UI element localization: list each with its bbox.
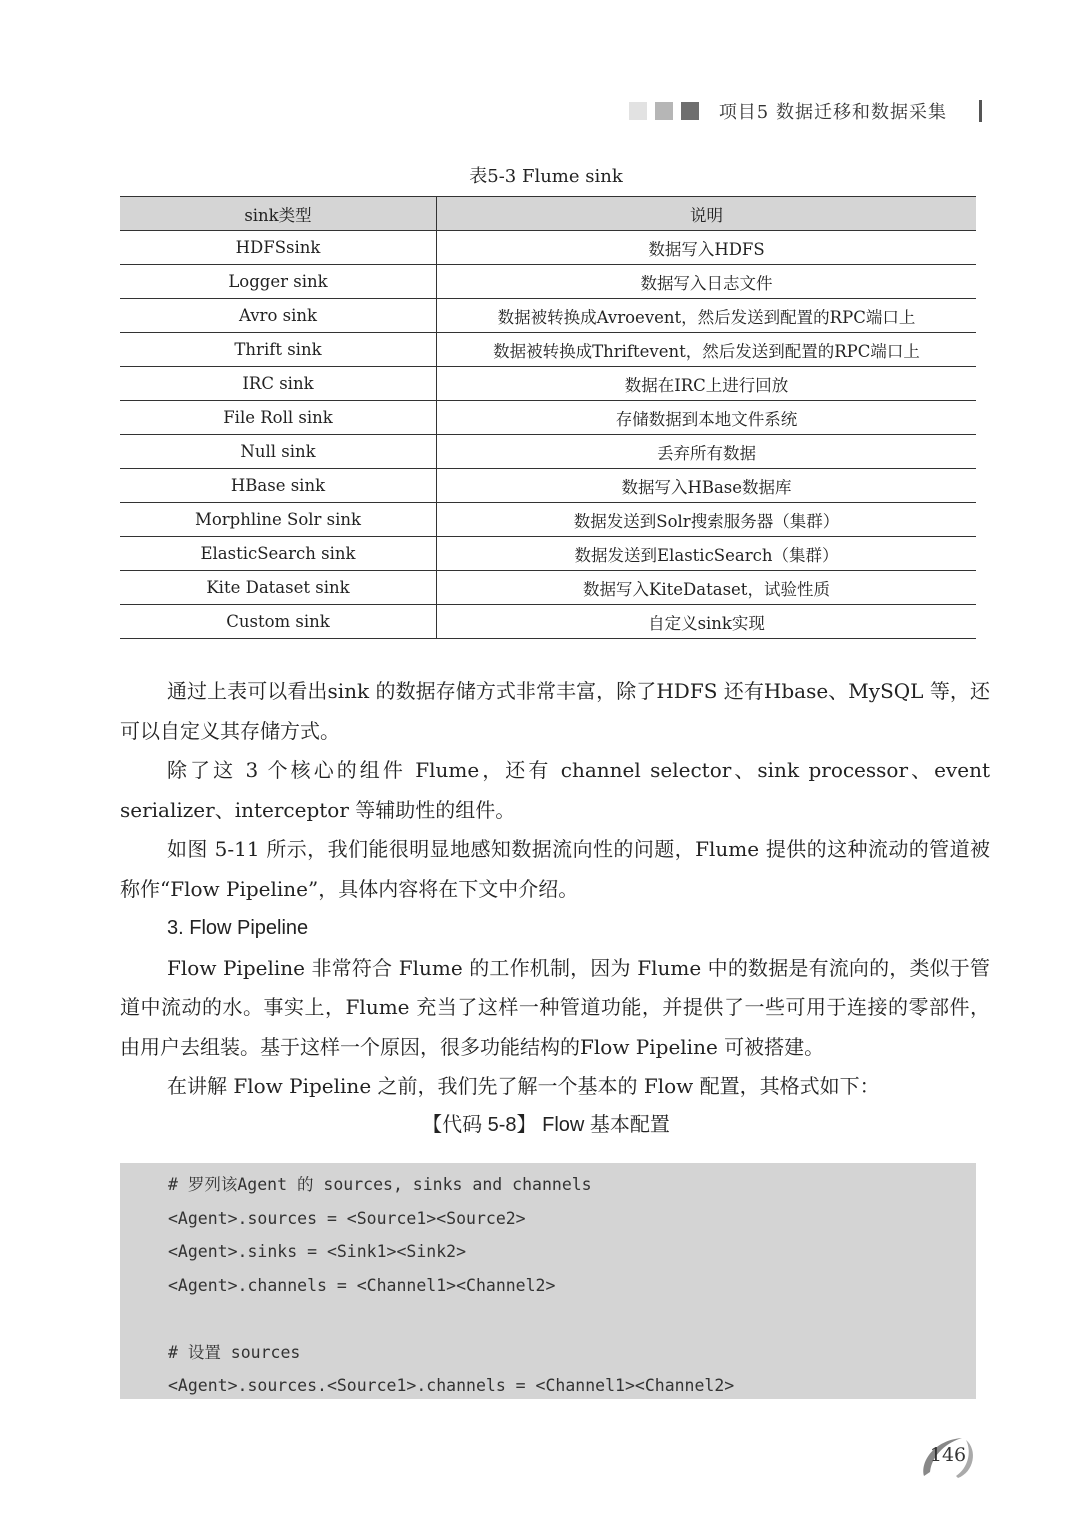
sink-type-cell: IRC sink bbox=[120, 367, 437, 401]
table-row bbox=[120, 367, 976, 401]
column-header-description: 说明 bbox=[437, 197, 977, 231]
body-text bbox=[120, 672, 990, 1107]
sink-type-cell: Morphline Solr sink bbox=[120, 503, 437, 537]
code-line bbox=[168, 1302, 976, 1336]
table-row bbox=[120, 333, 976, 367]
header-bar bbox=[979, 100, 982, 122]
table-row bbox=[120, 571, 976, 605]
page-number-label: 146 bbox=[929, 1444, 967, 1466]
table-row bbox=[120, 469, 976, 503]
running-header bbox=[629, 96, 982, 126]
description-cell: 数据写入日志文件 bbox=[437, 265, 977, 299]
description-cell: 数据被转换成Thriftevent，然后发送到配置的RPC端口上 bbox=[437, 333, 977, 367]
table-row bbox=[120, 537, 976, 571]
chapter-title: 项目5 数据迁移和数据采集 bbox=[718, 102, 947, 123]
table-caption: 表5-3 Flume sink bbox=[469, 166, 623, 187]
code-block bbox=[120, 1163, 976, 1399]
sink-type-cell: File Roll sink bbox=[120, 401, 437, 435]
table-row bbox=[120, 265, 976, 299]
header-square-light bbox=[629, 102, 647, 120]
table-row bbox=[120, 401, 976, 435]
table-row bbox=[120, 605, 976, 639]
code-line: <Agent>.sinks = <Sink1><Sink2> bbox=[168, 1242, 467, 1261]
description-cell: 丢弃所有数据 bbox=[437, 435, 977, 469]
code-line: <Agent>.sources = <Source1><Source2> bbox=[168, 1208, 526, 1228]
column-header-sink-type: sink类型 bbox=[120, 197, 437, 231]
description-cell: 数据被转换成Avroevent，然后发送到配置的RPC端口上 bbox=[437, 299, 977, 333]
description-cell: 数据写入HBase数据库 bbox=[437, 469, 977, 503]
sink-type-cell: Avro sink bbox=[120, 299, 437, 333]
sink-type-cell: Logger sink bbox=[120, 265, 437, 299]
paragraph-auxiliary-components: 除了这 3 个核心的组件 Flume，还有 channel selector、sink processor、event serializer、interceptor 等辅助性的组件。 bbox=[120, 758, 990, 822]
code-line: # 设置 sources bbox=[168, 1342, 301, 1362]
description-cell: 数据写入HDFS bbox=[437, 231, 977, 265]
table-row bbox=[120, 503, 976, 537]
paragraph-sink-storage: 通过上表可以看出sink 的数据存储方式非常丰富，除了HDFS 还有Hbase、MySQL 等，还可以自定义其存储方式。 bbox=[120, 679, 990, 743]
page-number bbox=[918, 1436, 978, 1480]
table-row bbox=[120, 435, 976, 469]
code-caption: 【代码 5-8】 Flow 基本配置 bbox=[422, 1114, 670, 1136]
description-cell: 数据写入KiteDataset，试验性质 bbox=[437, 571, 977, 605]
sink-type-cell: HBase sink bbox=[120, 469, 437, 503]
sink-type-cell: Null sink bbox=[120, 435, 437, 469]
section-heading: 3. Flow Pipeline bbox=[167, 917, 309, 939]
paragraph-flow-config-intro: 在讲解 Flow Pipeline 之前，我们先了解一个基本的 Flow 配置，其格式如下： bbox=[167, 1074, 880, 1098]
header-square-dark bbox=[681, 102, 699, 120]
paragraph-flow-pipeline-description: Flow Pipeline 非常符合 Flume 的工作机制，因为 Flume 中的数据是有流向的，类似于管道中流动的水。事实上，Flume 充当了这样一种管道功能，并提供了一些可用于连接的零部件，由用户去组装。基于这样一个原因，很多功能结构的Flow Pipeline 可被搭建。 bbox=[120, 955, 990, 1059]
sink-type-cell: ElasticSearch sink bbox=[120, 537, 437, 571]
paragraph-flow-pipeline-intro: 如图 5-11 所示，我们能很明显地感知数据流向性的问题，Flume 提供的这种流动的管道被称作“Flow Pipeline”，具体内容将在下文中介绍。 bbox=[120, 837, 990, 901]
code-line: <Agent>.channels = <Channel1><Channel2> bbox=[168, 1275, 556, 1295]
code-line: <Agent>.sources.<Source1>.channels = <Channel1><Channel2> bbox=[168, 1376, 735, 1395]
sink-type-cell: Thrift sink bbox=[120, 333, 437, 367]
description-cell: 数据发送到ElasticSearch（集群） bbox=[437, 537, 977, 571]
sink-type-cell: HDFSsink bbox=[120, 231, 437, 265]
sink-type-cell: Custom sink bbox=[120, 605, 437, 639]
table-header-row bbox=[120, 197, 976, 231]
description-cell: 数据在IRC上进行回放 bbox=[437, 367, 977, 401]
description-cell: 数据发送到Solr搜索服务器（集群） bbox=[437, 503, 977, 537]
description-cell: 自定义sink实现 bbox=[437, 605, 977, 639]
header-square-mid bbox=[655, 102, 673, 120]
code-line: # 罗列该Agent 的 sources, sinks and channels bbox=[168, 1175, 592, 1194]
flume-sink-table bbox=[120, 196, 976, 639]
table-row bbox=[120, 299, 976, 333]
table-row bbox=[120, 231, 976, 265]
sink-type-cell: Kite Dataset sink bbox=[120, 571, 437, 605]
description-cell: 存储数据到本地文件系统 bbox=[437, 401, 977, 435]
